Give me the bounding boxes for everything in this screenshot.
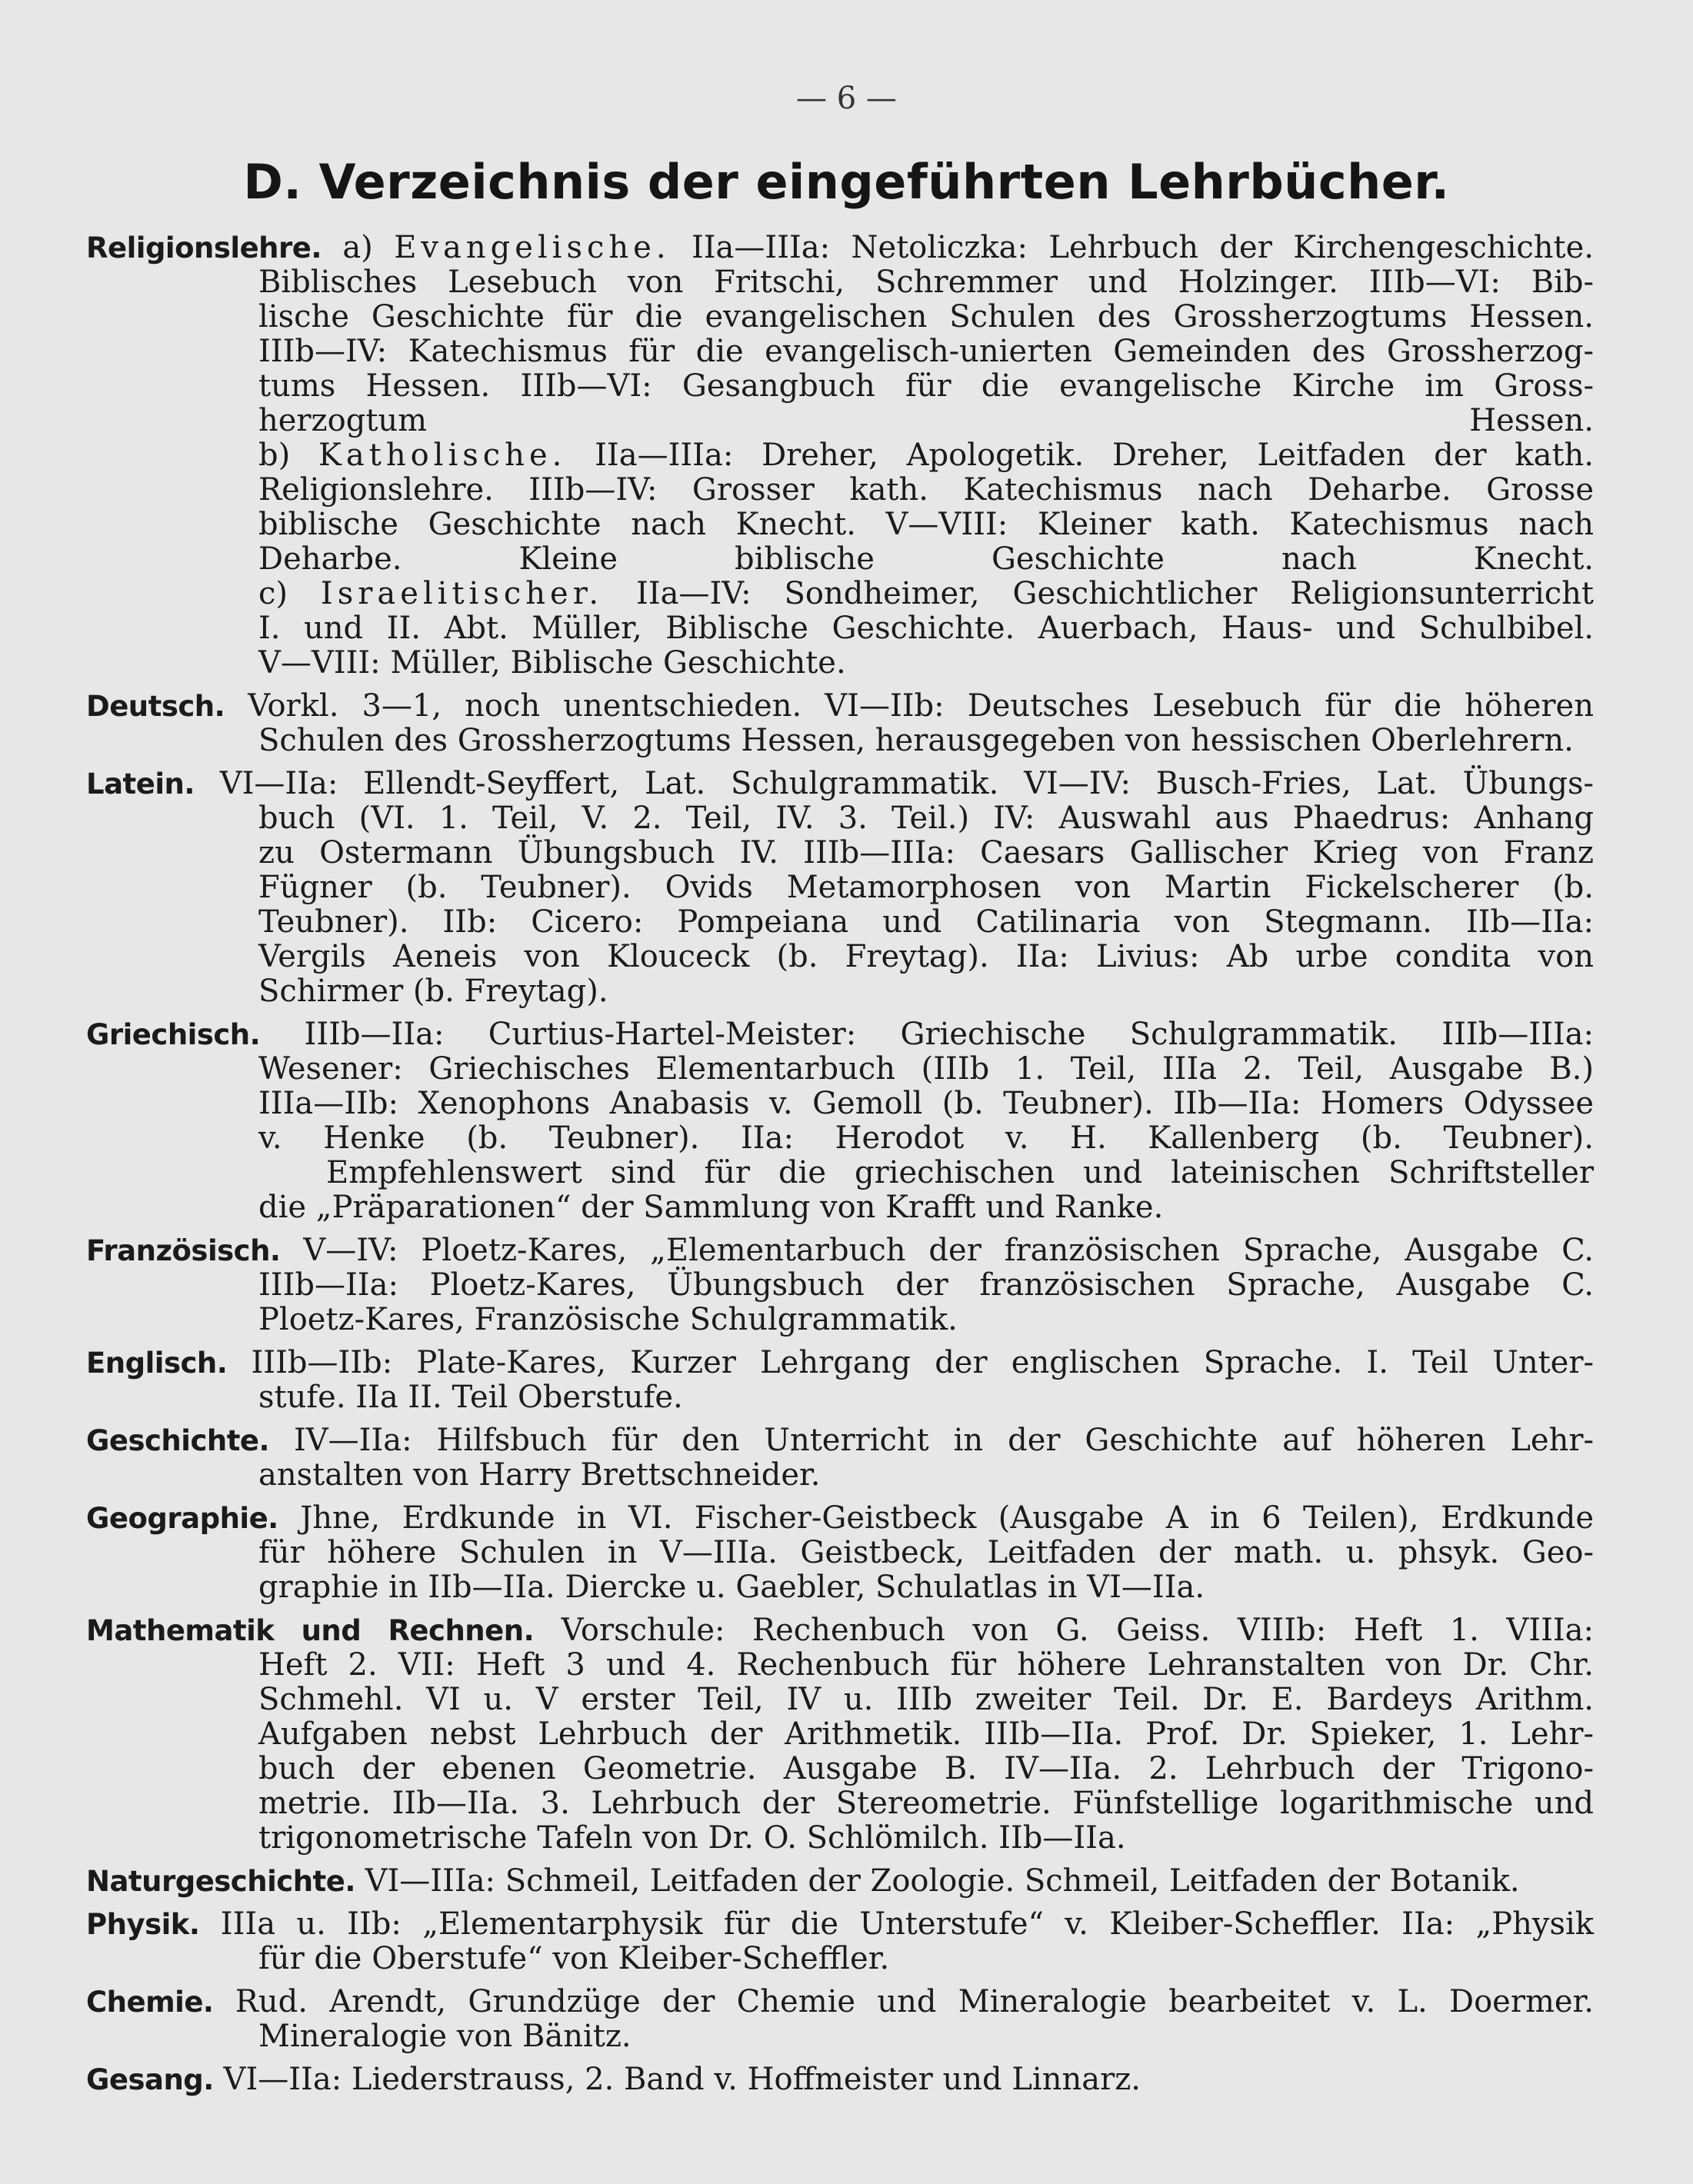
entry-text: IIIb—IV: Katechismus für die evangelisch-unierten Gemeinden des Grossherzog-	[258, 334, 1594, 369]
entry-line	[258, 542, 1594, 577]
entry-line	[258, 1190, 1594, 1225]
entry-heading: Latein.	[86, 767, 195, 801]
entry-text: Teubner). IIb: Cicero: Pompeiana und Catilinaria von Stegmann. IIb—IIa:	[258, 904, 1594, 940]
entry-text: b)	[258, 438, 319, 473]
entry-line	[86, 2062, 1594, 2097]
entry-religionslehre	[86, 231, 1594, 681]
entry-text: Schirmer (b. Freytag).	[258, 974, 608, 1009]
entry-text: für die Oberstufe“ von Kleiber-Scheffler.	[258, 1941, 890, 1976]
entry-line	[258, 577, 1594, 611]
entry-physik	[86, 1907, 1594, 1976]
entry-heading: Geographie.	[86, 1502, 278, 1535]
entry-line	[258, 646, 1594, 681]
entry-text: IV—IIa: Hilfsbuch für den Unterricht in der Geschichte auf höheren Lehr-	[269, 1423, 1594, 1458]
entry-text: trigonometrische Tafeln von Dr. O. Schlömilch. IIb—IIa.	[258, 1820, 1126, 1856]
entry-text: zu Ostermann Übungsbuch IV. IIIb—IIIa: Caesars Gallischer Krieg von Franz	[258, 835, 1594, 871]
entry-text: Religionslehre. IIIb—IV: Grosser kath. Katechismus nach Deharbe. Grosse	[258, 472, 1594, 508]
denomination-label: Israelitischer.	[320, 576, 604, 611]
entry-line	[258, 1942, 1594, 1976]
entry-text: IIa—IIIa: Dreher, Apologetik. Dreher, Leitfaden der kath.	[566, 438, 1594, 473]
page-number: — 6 —	[796, 81, 897, 116]
entry-line	[86, 1907, 1594, 1942]
entry-text: VI—IIIa: Schmeil, Leitfaden der Zoologie. Schmeil, Leitfaden der Botanik.	[355, 1863, 1520, 1899]
entry-text: Deharbe. Kleine biblische Geschichte nach Knecht.	[258, 541, 1594, 577]
entry-line	[258, 369, 1594, 404]
entry-text: Mineralogie von Bänitz.	[258, 2019, 632, 2054]
entry-franzoesisch	[86, 1233, 1594, 1337]
entry-latein	[86, 767, 1594, 1009]
entry-line	[86, 767, 1594, 801]
entry-text: Vorschule: Rechenbuch von G. Geiss. VIIIb: Heft 1. VIIIa:	[534, 1613, 1594, 1648]
entry-text: Heft 2. VII: Heft 3 und 4. Rechenbuch für höhere Lehranstalten von Dr. Chr.	[258, 1647, 1594, 1683]
entry-text: Empfehlenswert sind für die griechischen und lateinischen Schriftsteller	[326, 1155, 1594, 1190]
entry-geographie	[86, 1501, 1594, 1605]
entry-text: v. Henke (b. Teubner). IIa: Herodot v. H. Kallenberg (b. Teubner).	[258, 1120, 1594, 1156]
entry-line	[258, 2019, 1594, 2054]
entry-text: Vergils Aeneis von Klouceck (b. Freytag). IIa: Livius: Ab urbe condita von	[258, 939, 1594, 974]
entry-text: Vorkl. 3—1, noch unentschieden. VI—IIb: Deutsches Lesebuch für die höheren	[225, 688, 1594, 724]
entry-line	[86, 231, 1594, 265]
entry-text: für höhere Schulen in V—IIIa. Geistbeck, Leitfaden der math. u. phsyk. Geo-	[258, 1535, 1594, 1570]
entry-text: c)	[258, 576, 321, 611]
entry-heading: Französisch.	[86, 1234, 281, 1267]
entry-line	[258, 871, 1594, 905]
entry-line	[258, 1786, 1594, 1821]
entry-line	[258, 1683, 1594, 1717]
entry-deutsch	[86, 689, 1594, 758]
entry-line	[86, 1613, 1594, 1648]
entry-line	[258, 611, 1594, 646]
entry-text: Wesener: Griechisches Elementarbuch (IIIb 1. Teil, IIIa 2. Teil, Ausgabe B.)	[258, 1051, 1594, 1087]
entry-heading: Gesang.	[86, 2063, 214, 2096]
entry-text: IIIb—IIb: Plate-Kares, Kurzer Lehrgang der englischen Sprache. I. Teil Unter-	[227, 1345, 1594, 1380]
entry-line	[258, 940, 1594, 974]
entry-line	[258, 473, 1594, 508]
entry-line	[258, 1752, 1594, 1786]
entry-text: I. und II. Abt. Müller, Biblische Geschichte. Auerbach, Haus- und Schulbibel.	[258, 611, 1594, 646]
entry-text: lische Geschichte für die evangelischen Schulen des Grossherzogtums Hessen.	[258, 299, 1594, 335]
entry-line	[86, 1864, 1594, 1899]
entry-line	[258, 836, 1594, 871]
page-title: D. Verzeichnis der eingeführten Lehrbücher.	[243, 154, 1450, 210]
entry-line	[86, 1501, 1594, 1536]
entry-line	[258, 1458, 1594, 1493]
entry-heading: Chemie.	[86, 1986, 214, 2019]
entry-text: IIa—IIIa: Netoliczka: Lehrbuch der Kirchengeschichte.	[670, 230, 1595, 265]
entry-text: IIIb—IIa: Curtius-Hartel-Meister: Griechische Schulgrammatik. IIIb—IIIa:	[260, 1017, 1594, 1052]
entry-line	[258, 1052, 1594, 1087]
entry-heading: Mathematik und Rechnen.	[86, 1614, 535, 1647]
entry-line	[258, 905, 1594, 940]
entry-line	[258, 1087, 1594, 1121]
entry-text: stufe. IIa II. Teil Oberstufe.	[258, 1380, 683, 1415]
entry-griechisch	[86, 1017, 1594, 1225]
textbook-list	[86, 231, 1594, 2106]
entry-text: IIIa—IIb: Xenophons Anabasis v. Gemoll (b. Teubner). IIb—IIa: Homers Odyssee	[258, 1086, 1594, 1121]
entry-line	[258, 1717, 1594, 1752]
entry-text: IIIb—IIa: Ploetz-Kares, Übungsbuch der französischen Sprache, Ausgabe C.	[258, 1267, 1594, 1303]
entry-text: V—IV: Ploetz-Kares, „Elementarbuch der französischen Sprache, Ausgabe C.	[280, 1233, 1594, 1268]
entry-line	[86, 1346, 1594, 1380]
entry-text: Aufgaben nebst Lehrbuch der Arithmetik. IIIb—IIa. Prof. Dr. Spieker, 1. Lehr-	[258, 1716, 1594, 1752]
entry-line	[258, 1536, 1594, 1570]
entry-line	[326, 1156, 1594, 1190]
entry-line	[86, 1017, 1594, 1052]
entry-text: buch (VI. 1. Teil, V. 2. Teil, IV. 3. Teil.) IV: Auswahl aus Phaedrus: Anhang	[258, 801, 1594, 836]
entry-text: IIIa u. IIb: „Elementarphysik für die Unterstufe“ v. Kleiber-Scheffler. IIa: „Physik	[199, 1906, 1594, 1942]
entry-heading: Physik.	[86, 1908, 200, 1941]
entry-line	[258, 300, 1594, 335]
entry-line	[86, 1985, 1594, 2019]
entry-line	[258, 404, 1594, 438]
entry-line	[258, 1821, 1594, 1856]
entry-line	[258, 1570, 1594, 1605]
entry-line	[258, 265, 1594, 300]
entry-line	[258, 724, 1594, 758]
denomination-label: Evangelische.	[394, 230, 671, 265]
entry-text: metrie. IIb—IIa. 3. Lehrbuch der Stereometrie. Fünfstellige logarithmische und	[258, 1786, 1594, 1821]
entry-line	[86, 1423, 1594, 1458]
entry-text: anstalten von Harry Brettschneider.	[258, 1457, 821, 1493]
entry-heading: Geschichte.	[86, 1424, 270, 1457]
entry-geschichte	[86, 1423, 1594, 1493]
entry-text: graphie in IIb—IIa. Diercke u. Gaebler, Schulatlas in VI—IIa.	[258, 1570, 1205, 1605]
entry-text: tums Hessen. IIIb—VI: Gesangbuch für die evangelische Kirche im Gross-	[258, 368, 1594, 404]
entry-gesang	[86, 2062, 1594, 2097]
entry-heading: Griechisch.	[86, 1018, 261, 1051]
entry-text: Schulen des Grossherzogtums Hessen, herausgegeben von hessischen Oberlehrern.	[258, 723, 1574, 758]
entry-heading: Deutsch.	[86, 690, 225, 723]
entry-line	[258, 1380, 1594, 1415]
entry-line	[258, 508, 1594, 542]
entry-englisch	[86, 1346, 1594, 1415]
entry-line	[258, 1648, 1594, 1683]
entry-text: herzogtum Hessen.	[258, 403, 1594, 438]
entry-line	[258, 801, 1594, 836]
entry-line	[86, 1233, 1594, 1268]
entry-text: V—VIII: Müller, Biblische Geschichte.	[258, 645, 846, 681]
entry-text: Biblisches Lesebuch von Fritschi, Schremmer und Holzinger. IIIb—VI: Bib-	[258, 265, 1594, 300]
entry-text: biblische Geschichte nach Knecht. V—VIII: Kleiner kath. Katechismus nach	[258, 507, 1594, 542]
entry-line	[258, 438, 1594, 473]
denomination-label: Katholische.	[318, 438, 567, 473]
entry-line	[86, 689, 1594, 724]
entry-text: Jhne, Erdkunde in VI. Fischer-Geistbeck (Ausgabe A in 6 Teilen), Erdkunde	[278, 1500, 1594, 1536]
entry-text: die „Präparationen“ der Sammlung von Krafft und Ranke.	[258, 1190, 1164, 1225]
entry-heading: Englisch.	[86, 1347, 228, 1380]
entry-mathematik	[86, 1613, 1594, 1856]
entry-text: VI—IIa: Ellendt-Seyffert, Lat. Schulgrammatik. VI—IV: Busch-Fries, Lat. Übungs-	[194, 766, 1594, 801]
entry-text: VI—IIa: Liederstrauss, 2. Band v. Hoffmeister und Linnarz.	[213, 2062, 1141, 2097]
entry-chemie	[86, 1985, 1594, 2054]
entry-text: a)	[321, 230, 395, 265]
entry-line	[258, 1268, 1594, 1303]
entry-text: Fügner (b. Teubner). Ovids Metamorphosen von Martin Fickelscherer (b.	[258, 870, 1594, 905]
entry-heading: Naturgeschichte.	[86, 1865, 355, 1898]
entry-line	[258, 1121, 1594, 1156]
entry-line	[258, 974, 1594, 1009]
entry-line	[258, 1303, 1594, 1337]
entry-naturgeschichte	[86, 1864, 1594, 1899]
entry-heading: Religionslehre.	[86, 231, 322, 265]
entry-text: buch der ebenen Geometrie. Ausgabe B. IV—IIa. 2. Lehrbuch der Trigono-	[258, 1751, 1594, 1786]
entry-text: IIa—IV: Sondheimer, Geschichtlicher Religionsunterricht	[603, 576, 1594, 611]
entry-text: Rud. Arendt, Grundzüge der Chemie und Mineralogie bearbeitet v. L. Doermer.	[213, 1984, 1594, 2019]
entry-text: Schmehl. VI u. V erster Teil, IV u. IIIb zweiter Teil. Dr. E. Bardeys Arithm.	[258, 1682, 1594, 1717]
entry-line	[258, 335, 1594, 369]
entry-text: Ploetz-Kares, Französische Schulgrammatik.	[258, 1302, 958, 1337]
